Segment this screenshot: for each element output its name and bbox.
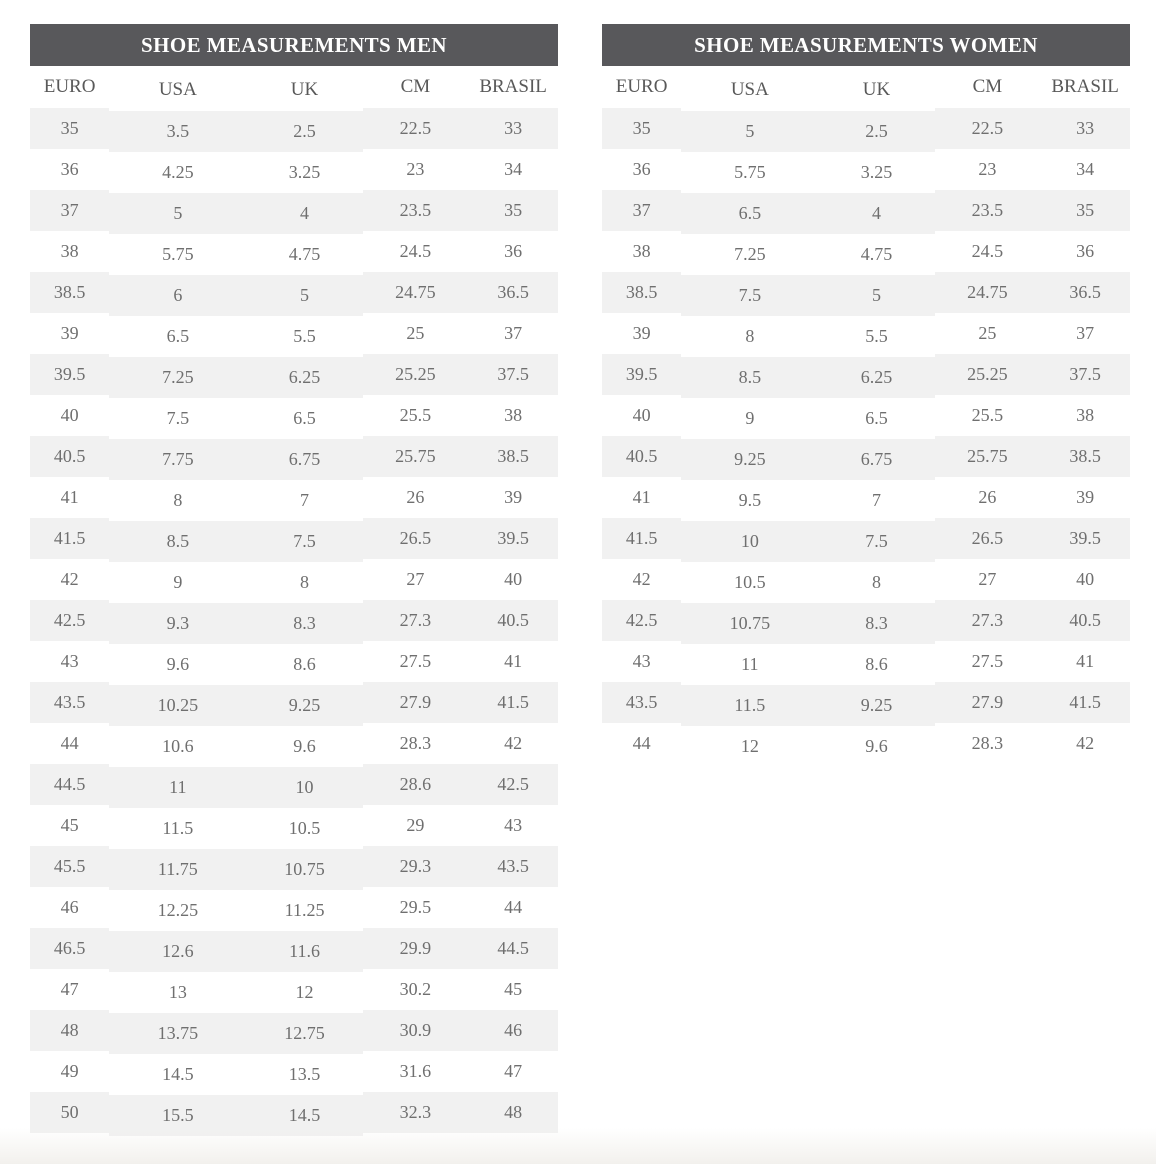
table-cell: 13 bbox=[168, 982, 187, 1002]
table-cell: 23 bbox=[978, 159, 997, 179]
table-cell: 39 bbox=[60, 323, 79, 343]
column-header-brasil: BRASIL bbox=[1051, 76, 1119, 97]
table-cell: 6.5 bbox=[166, 326, 190, 346]
table-cell: 22.5 bbox=[935, 108, 1041, 149]
table-cell: 35 bbox=[30, 108, 109, 149]
table-row bbox=[30, 559, 558, 600]
column-header-row bbox=[602, 66, 1130, 108]
table-cell: 9.3 bbox=[109, 603, 246, 644]
table-cell: 41.5 bbox=[602, 518, 681, 559]
table-cell: 9.6 bbox=[865, 736, 888, 756]
table-row bbox=[602, 477, 1130, 518]
table-row bbox=[602, 559, 1130, 600]
table-row bbox=[30, 190, 558, 231]
table-cell: 24.5 bbox=[971, 241, 1004, 261]
table-cell: 39.5 bbox=[1040, 518, 1130, 559]
table-cell: 36 bbox=[632, 159, 651, 179]
table-row bbox=[602, 354, 1130, 395]
table-cell: 27.9 bbox=[935, 682, 1041, 723]
table-cell: 39 bbox=[504, 487, 523, 507]
table-cell: 8 bbox=[300, 572, 310, 592]
table-cell: 25.25 bbox=[363, 354, 469, 395]
table-row bbox=[30, 1051, 558, 1092]
table-cell: 27.3 bbox=[935, 600, 1041, 641]
table-cell: 30.9 bbox=[363, 1010, 469, 1051]
table-row bbox=[30, 477, 558, 518]
table-cell: 37.5 bbox=[1040, 354, 1130, 395]
shoe-size-table-women bbox=[602, 24, 1130, 1133]
table-cell: 5 bbox=[109, 193, 246, 234]
table-cell: 9 bbox=[173, 572, 183, 592]
table-cell: 4 bbox=[818, 193, 934, 234]
table-cell: 4.25 bbox=[162, 162, 194, 182]
table-cell: 36.5 bbox=[1040, 272, 1130, 313]
table-cell: 38.5 bbox=[1040, 436, 1130, 477]
table-cell: 25.5 bbox=[399, 405, 432, 425]
table-cell: 42 bbox=[632, 569, 651, 589]
table-cell: 44 bbox=[504, 897, 523, 917]
table-cell: 29 bbox=[406, 815, 425, 835]
table-cell: 9.5 bbox=[738, 490, 762, 510]
table-cell: 40 bbox=[504, 569, 523, 589]
table-cell: 38.5 bbox=[602, 272, 681, 313]
table-cell: 36 bbox=[60, 159, 79, 179]
table-cell: 35 bbox=[602, 108, 681, 149]
table-cell: 35 bbox=[1040, 190, 1130, 231]
table-row bbox=[602, 108, 1130, 149]
table-cell: 27.3 bbox=[363, 600, 469, 641]
table-cell: 39.5 bbox=[468, 518, 558, 559]
table-cell: 10.25 bbox=[109, 685, 246, 726]
table-cell: 7.5 bbox=[818, 521, 934, 562]
table-cell: 27.9 bbox=[363, 682, 469, 723]
table-cell: 11 bbox=[741, 654, 759, 674]
table-cell: 38.5 bbox=[468, 436, 558, 477]
table-cell: 27 bbox=[406, 569, 425, 589]
table-cell: 9 bbox=[745, 408, 755, 428]
column-header-brasil: BRASIL bbox=[479, 76, 547, 97]
table-cell: 7 bbox=[872, 490, 882, 510]
table-cell: 12 bbox=[295, 982, 314, 1002]
table-cell: 6.25 bbox=[246, 357, 362, 398]
table-row bbox=[602, 682, 1130, 723]
size-table-body-men bbox=[30, 108, 558, 1133]
table-cell: 4.75 bbox=[288, 244, 321, 264]
table-row bbox=[602, 190, 1130, 231]
table-cell: 43 bbox=[60, 651, 79, 671]
table-cell: 23.5 bbox=[935, 190, 1041, 231]
table-cell: 45 bbox=[60, 815, 79, 835]
table-cell: 5 bbox=[681, 111, 818, 152]
table-row bbox=[30, 272, 558, 313]
table-row bbox=[30, 1010, 558, 1051]
table-title-women: SHOE MEASUREMENTS WOMEN bbox=[602, 24, 1130, 66]
size-table-body-women bbox=[602, 108, 1130, 764]
table-cell: 8.3 bbox=[246, 603, 362, 644]
table-cell: 33 bbox=[1040, 108, 1130, 149]
table-cell: 7.5 bbox=[166, 408, 190, 428]
table-cell: 41.5 bbox=[1040, 682, 1130, 723]
table-cell: 8 bbox=[745, 326, 755, 346]
table-cell: 9.25 bbox=[818, 685, 934, 726]
table-cell: 11.6 bbox=[246, 931, 362, 972]
table-cell: 45.5 bbox=[30, 846, 109, 887]
table-cell: 12.25 bbox=[157, 900, 199, 920]
table-cell: 11.25 bbox=[284, 900, 325, 920]
table-cell: 43.5 bbox=[602, 682, 681, 723]
column-header-row bbox=[30, 66, 558, 108]
table-cell: 37 bbox=[602, 190, 681, 231]
table-cell: 34 bbox=[1076, 159, 1095, 179]
table-cell: 47 bbox=[504, 1061, 523, 1081]
table-row bbox=[30, 805, 558, 846]
table-cell: 8 bbox=[872, 572, 882, 592]
table-cell: 27 bbox=[978, 569, 997, 589]
table-cell: 44.5 bbox=[30, 764, 109, 805]
table-cell: 8.6 bbox=[293, 654, 316, 674]
table-row bbox=[30, 682, 558, 723]
table-cell: 42 bbox=[1076, 733, 1095, 753]
table-row bbox=[602, 518, 1130, 559]
table-cell: 40 bbox=[632, 405, 651, 425]
table-cell: 5.5 bbox=[865, 326, 888, 346]
table-cell: 9.6 bbox=[166, 654, 190, 674]
table-cell: 47 bbox=[60, 979, 79, 999]
table-row bbox=[602, 231, 1130, 272]
table-row bbox=[602, 641, 1130, 682]
table-cell: 11.5 bbox=[162, 818, 194, 838]
table-cell: 6.5 bbox=[293, 408, 316, 428]
table-cell: 11 bbox=[109, 767, 246, 808]
shoe-size-table-men bbox=[30, 24, 558, 1133]
table-cell: 3.25 bbox=[860, 162, 893, 182]
table-cell: 10.5 bbox=[734, 572, 766, 592]
table-cell: 7.25 bbox=[734, 244, 766, 264]
table-cell: 8 bbox=[173, 490, 183, 510]
table-cell: 43 bbox=[504, 815, 523, 835]
table-cell: 40.5 bbox=[602, 436, 681, 477]
table-row bbox=[602, 395, 1130, 436]
table-row bbox=[602, 436, 1130, 477]
table-cell: 8.6 bbox=[865, 654, 888, 674]
size-table-men bbox=[30, 66, 558, 1133]
table-cell: 28.6 bbox=[363, 764, 469, 805]
table-row bbox=[30, 149, 558, 190]
table-cell: 5.5 bbox=[293, 326, 316, 346]
table-cell: 40 bbox=[1076, 569, 1095, 589]
table-cell: 28.3 bbox=[399, 733, 432, 753]
table-cell: 40 bbox=[60, 405, 79, 425]
table-cell: 38 bbox=[60, 241, 79, 261]
table-cell: 36 bbox=[1076, 241, 1095, 261]
table-cell: 38 bbox=[504, 405, 523, 425]
table-cell: 10.6 bbox=[162, 736, 194, 756]
table-cell: 46 bbox=[468, 1010, 558, 1051]
table-cell: 6 bbox=[109, 275, 246, 316]
table-cell: 5 bbox=[246, 275, 362, 316]
column-header-euro: EURO bbox=[43, 76, 96, 97]
table-row bbox=[30, 231, 558, 272]
table-cell: 43 bbox=[632, 651, 651, 671]
table-cell: 8.5 bbox=[109, 521, 246, 562]
table-cell: 26 bbox=[406, 487, 425, 507]
table-cell: 33 bbox=[468, 108, 558, 149]
table-row bbox=[602, 723, 1130, 764]
table-cell: 38 bbox=[632, 241, 651, 261]
table-row bbox=[30, 395, 558, 436]
table-cell: 41 bbox=[1076, 651, 1095, 671]
table-cell: 43.5 bbox=[30, 682, 109, 723]
column-header-cm: CM bbox=[400, 76, 431, 97]
table-cell: 2.5 bbox=[818, 111, 934, 152]
table-cell: 29.3 bbox=[363, 846, 469, 887]
table-cell: 25.75 bbox=[363, 436, 469, 477]
table-cell: 24.75 bbox=[363, 272, 469, 313]
table-cell: 36.5 bbox=[468, 272, 558, 313]
table-cell: 24.5 bbox=[399, 241, 432, 261]
table-cell: 11.75 bbox=[109, 849, 246, 890]
table-cell: 23.5 bbox=[363, 190, 469, 231]
table-cell: 41 bbox=[504, 651, 523, 671]
table-title-men: SHOE MEASUREMENTS MEN bbox=[30, 24, 558, 66]
table-cell: 9.25 bbox=[681, 439, 818, 480]
table-cell: 3.25 bbox=[288, 162, 321, 182]
table-cell: 46 bbox=[60, 897, 79, 917]
table-cell: 14.5 bbox=[246, 1095, 362, 1136]
table-cell: 41.5 bbox=[30, 518, 109, 559]
table-row bbox=[30, 436, 558, 477]
table-cell: 7.75 bbox=[109, 439, 246, 480]
table-cell: 6.75 bbox=[818, 439, 934, 480]
table-cell: 50 bbox=[30, 1092, 109, 1133]
table-cell: 27.5 bbox=[399, 651, 432, 671]
table-cell: 24.75 bbox=[935, 272, 1041, 313]
table-row bbox=[602, 272, 1130, 313]
table-cell: 48 bbox=[468, 1092, 558, 1133]
table-cell: 6.5 bbox=[681, 193, 818, 234]
table-cell: 8.5 bbox=[681, 357, 818, 398]
table-cell: 5 bbox=[818, 275, 934, 316]
table-cell: 42.5 bbox=[30, 600, 109, 641]
table-cell: 3.5 bbox=[109, 111, 246, 152]
table-cell: 46.5 bbox=[30, 928, 109, 969]
table-cell: 26.5 bbox=[935, 518, 1041, 559]
table-row bbox=[30, 641, 558, 682]
table-cell: 12 bbox=[740, 736, 759, 756]
table-cell: 9.25 bbox=[246, 685, 362, 726]
table-cell: 49 bbox=[60, 1061, 79, 1081]
table-cell: 6.75 bbox=[246, 439, 362, 480]
table-row bbox=[602, 600, 1130, 641]
table-cell: 4.75 bbox=[860, 244, 893, 264]
table-row bbox=[30, 1092, 558, 1133]
table-cell: 25.5 bbox=[971, 405, 1004, 425]
table-cell: 45 bbox=[504, 979, 523, 999]
table-row bbox=[30, 928, 558, 969]
column-header-euro: EURO bbox=[615, 76, 668, 97]
table-cell: 43.5 bbox=[468, 846, 558, 887]
table-row bbox=[30, 764, 558, 805]
table-cell: 29.5 bbox=[399, 897, 432, 917]
table-cell: 44 bbox=[60, 733, 79, 753]
table-cell: 14.5 bbox=[162, 1064, 194, 1084]
table-cell: 10.75 bbox=[681, 603, 818, 644]
table-cell: 42 bbox=[504, 733, 523, 753]
column-header-cm: CM bbox=[972, 76, 1003, 97]
table-row bbox=[30, 518, 558, 559]
table-cell: 29.9 bbox=[363, 928, 469, 969]
table-cell: 8.3 bbox=[818, 603, 934, 644]
table-row bbox=[30, 846, 558, 887]
table-cell: 44.5 bbox=[468, 928, 558, 969]
table-cell: 4 bbox=[246, 193, 362, 234]
table-cell: 25 bbox=[978, 323, 997, 343]
table-cell: 39 bbox=[1076, 487, 1095, 507]
table-cell: 48 bbox=[30, 1010, 109, 1051]
table-cell: 32.3 bbox=[363, 1092, 469, 1133]
table-cell: 13.5 bbox=[288, 1064, 321, 1084]
table-cell: 6.25 bbox=[818, 357, 934, 398]
table-cell: 10.5 bbox=[288, 818, 321, 838]
table-cell: 2.5 bbox=[246, 111, 362, 152]
table-cell: 30.2 bbox=[399, 979, 432, 999]
table-cell: 23 bbox=[406, 159, 425, 179]
table-cell: 7.25 bbox=[109, 357, 246, 398]
table-cell: 10.75 bbox=[246, 849, 362, 890]
table-cell: 31.6 bbox=[399, 1061, 432, 1081]
column-header-usa: USA bbox=[730, 79, 769, 100]
table-cell: 39 bbox=[632, 323, 651, 343]
table-cell: 37 bbox=[1076, 323, 1095, 343]
table-cell: 25.75 bbox=[935, 436, 1041, 477]
table-row bbox=[30, 313, 558, 354]
table-cell: 39.5 bbox=[602, 354, 681, 395]
table-cell: 41.5 bbox=[468, 682, 558, 723]
table-cell: 41 bbox=[60, 487, 79, 507]
table-cell: 12.6 bbox=[109, 931, 246, 972]
table-cell: 35 bbox=[468, 190, 558, 231]
table-cell: 42 bbox=[60, 569, 79, 589]
table-cell: 27.5 bbox=[971, 651, 1004, 671]
table-row bbox=[30, 887, 558, 928]
table-cell: 38.5 bbox=[30, 272, 109, 313]
table-row bbox=[30, 723, 558, 764]
table-cell: 28.3 bbox=[971, 733, 1004, 753]
table-cell: 42.5 bbox=[468, 764, 558, 805]
table-cell: 25.25 bbox=[935, 354, 1041, 395]
table-cell: 34 bbox=[504, 159, 523, 179]
table-cell: 40.5 bbox=[1040, 600, 1130, 641]
table-row bbox=[30, 969, 558, 1010]
table-cell: 7 bbox=[300, 490, 310, 510]
table-row bbox=[30, 600, 558, 641]
column-header-uk: UK bbox=[862, 79, 891, 100]
table-cell: 38 bbox=[1076, 405, 1095, 425]
table-cell: 37 bbox=[504, 323, 523, 343]
table-cell: 36 bbox=[504, 241, 523, 261]
table-cell: 13.75 bbox=[109, 1013, 246, 1054]
table-cell: 22.5 bbox=[363, 108, 469, 149]
table-row bbox=[30, 354, 558, 395]
table-cell: 10 bbox=[681, 521, 818, 562]
table-row bbox=[602, 149, 1130, 190]
table-cell: 41 bbox=[632, 487, 651, 507]
table-cell: 11.5 bbox=[681, 685, 818, 726]
column-header-usa: USA bbox=[158, 79, 197, 100]
table-cell: 9.6 bbox=[293, 736, 316, 756]
table-cell: 15.5 bbox=[109, 1095, 246, 1136]
table-cell: 25 bbox=[406, 323, 425, 343]
size-table-women bbox=[602, 66, 1130, 764]
table-cell: 26.5 bbox=[363, 518, 469, 559]
table-cell: 7.5 bbox=[246, 521, 362, 562]
table-cell: 5.75 bbox=[162, 244, 194, 264]
table-cell: 10 bbox=[246, 767, 362, 808]
table-row bbox=[602, 313, 1130, 354]
table-cell: 5.75 bbox=[734, 162, 766, 182]
table-cell: 37.5 bbox=[468, 354, 558, 395]
table-row bbox=[30, 108, 558, 149]
table-cell: 37 bbox=[30, 190, 109, 231]
table-cell: 12.75 bbox=[246, 1013, 362, 1054]
table-cell: 39.5 bbox=[30, 354, 109, 395]
column-header-uk: UK bbox=[290, 79, 319, 100]
table-cell: 42.5 bbox=[602, 600, 681, 641]
table-cell: 40.5 bbox=[30, 436, 109, 477]
table-cell: 26 bbox=[978, 487, 997, 507]
table-cell: 44 bbox=[632, 733, 651, 753]
table-cell: 40.5 bbox=[468, 600, 558, 641]
table-cell: 7.5 bbox=[681, 275, 818, 316]
table-cell: 6.5 bbox=[865, 408, 888, 428]
